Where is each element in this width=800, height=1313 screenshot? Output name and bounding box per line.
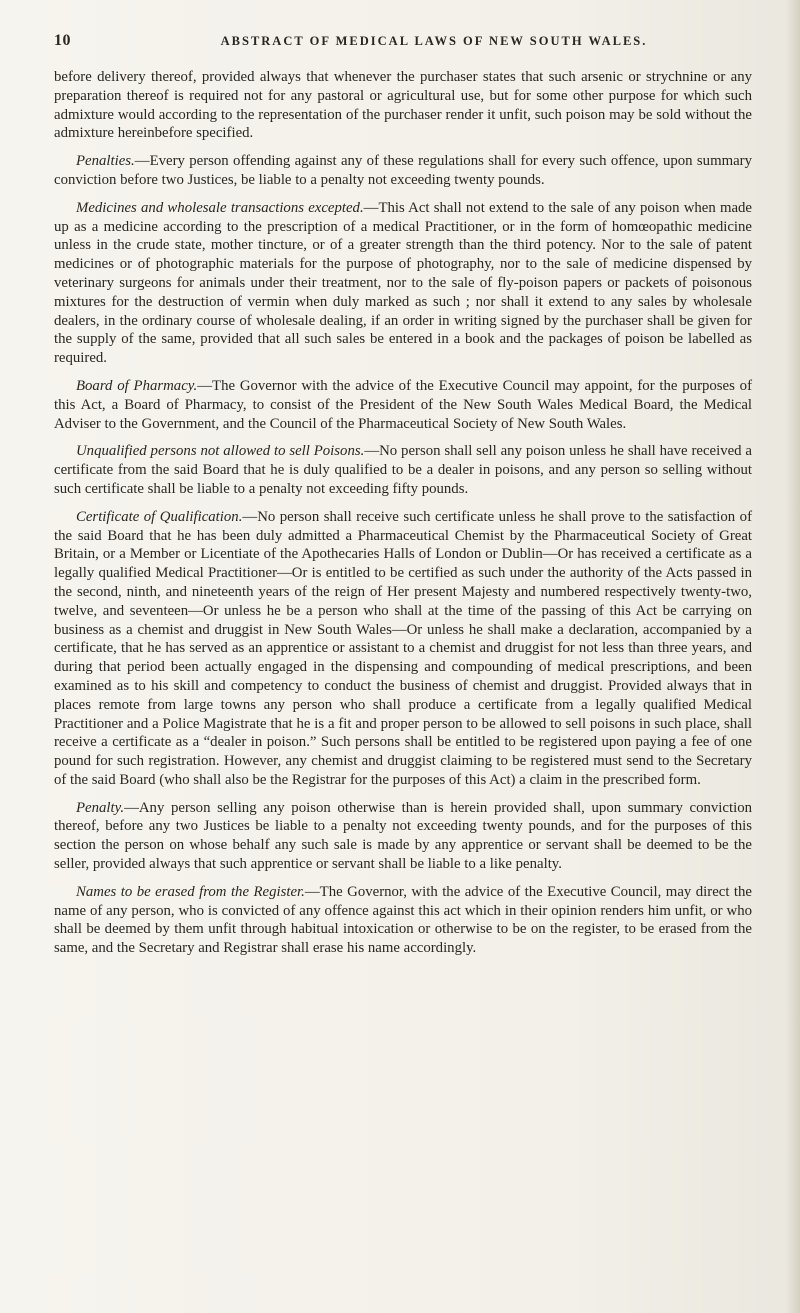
paragraph-text: —The Governor, with the advice of the Executive Council, may direct the name of any person, who is convicted of any offence against this act which in their opinion renders him unfit, or who shall be deemed by them unfit through habitual intoxication or otherwise to be on the register, to be erased from the same, and the Secretary and Registrar shall erase his name accordingly. bbox=[54, 883, 752, 957]
section-heading: Penalty. bbox=[76, 799, 125, 816]
page-edge-shadow bbox=[786, 0, 800, 1313]
section-penalty bbox=[54, 799, 752, 874]
page-number: 10 bbox=[54, 32, 71, 49]
page-header bbox=[54, 32, 754, 56]
body-text bbox=[54, 68, 752, 967]
section-heading: Unqualified persons not allowed to sell Poisons. bbox=[76, 443, 365, 460]
paragraph-text: —This Act shall not extend to the sale of any poison when made up as a medicine according to the prescription of a medical Practitioner, or in the form of homœopathic medicine unless in the crude state, mother tincture, or of a greater strength than the third potency. Nor to the sale of patent medicines or of photographic materials for the purpose of photography, nor to the sale of medicine dispensed by veterinary surgeons for animals under their treatment, nor to the sale of fly-poison papers or packets of poisonous mixtures for the destruction of vermin when duly marked as such ; nor shall it extend to any sales by wholesale dealers, in the ordinary course of wholesale dealing, if an order in writing signed by the purchaser shall be given for the supply of the same, provided that all such sales be entered in a book and the packages of poison be labelled as required. bbox=[54, 199, 752, 367]
paragraph-text: before delivery thereof, provided always that whenever the purchaser states that such arsenic or strychnine or any preparation thereof is required not for any pastoral or agricultural use, but for some other purpose for which such admixture would according to the representation of the purchaser render it unfit, such poison may be sold without the admixture hereinbefore specified. bbox=[54, 69, 752, 142]
running-title: ABSTRACT OF MEDICAL LAWS OF NEW SOUTH WALES. bbox=[220, 34, 648, 48]
paragraph-text: —Every person offending against any of these regulations shall for every such offence, upon summary conviction before two Justices, be liable to a penalty not exceeding twenty pounds. bbox=[54, 153, 752, 188]
section-certificate-of-qualification bbox=[54, 508, 752, 790]
section-heading: Board of Pharmacy. bbox=[76, 377, 198, 394]
paragraph-text: —The Governor with the advice of the Executive Council may appoint, for the purposes of this Act, a Board of Pharmacy, to consist of the President of the New South Wales Medical Board, the Medical Adviser to the Government, and the Council of the Pharmaceutical Society of New South Wales. bbox=[54, 377, 753, 432]
section-heading: Names to be erased from the Register. bbox=[76, 883, 305, 900]
section-penalties bbox=[54, 152, 752, 190]
section-medicines-excepted bbox=[54, 199, 752, 368]
paragraph-text: —Any person selling any poison otherwise than is herein provided shall, upon summary conviction thereof, before any two Justices be liable to a penalty not exceeding twenty pounds, and for the purposes of this section the person on whose behalf any such sale is made by any apprentice or servant shall be deemed to be the seller, provided always that such apprentice or servant shall be liable to a like penalty. bbox=[54, 799, 752, 873]
paragraph-text: —No person shall receive such certificate unless he shall prove to the satisfaction of the said Board that he has been duly admitted a Pharmaceutical Chemist by the Pharmaceutical Society of Great Britain, or a Member or Licentiate of the Apothecaries Halls of London or Dublin—Or has received a certificate as a legally qualified Medical Practitioner—Or is entitled to be certified as such under the authority of the Acts passed in the second, ninth, and nineteenth years of the reign of Her present Majesty and numbered respectively twenty-two, twelve, and seventeen—Or unless he be a person who shall at the time of the passing of this Act be carrying on business as a chemist and druggist in New South Wales—Or unless he shall make a declaration, accompanied by a certificate, that he has served as an apprentice or assistant to a chemist and druggist for not less than three years, and during that period been actually engaged in the dispensing and compounding of medical prescriptions, and been examined as to his skill and competency to conduct the business of chemist and druggist. Provided always that in places remote from large towns any person who shall produce a certificate from a legally qualified Medical Practitioner and a Police Magistrate that he is a fit and proper person to be allowed to sell poisons in such place, shall receive a certificate as a “dealer in poison.” Such persons shall be entitled to be registered upon paying a fee of one pound for such registration. However, any chemist and druggist claiming to be registered must send to the Secretary of the said Board (who shall also be the Registrar for the purposes of this Act) a claim in the prescribed form. bbox=[54, 508, 752, 788]
section-board-of-pharmacy bbox=[54, 377, 752, 433]
section-heading: Medicines and wholesale transactions excepted. bbox=[76, 199, 364, 216]
section-unqualified-persons bbox=[54, 442, 752, 498]
paragraph-text: —No person shall sell any poison unless he shall have received a certificate from the said Board that he is duly qualified to be a dealer in poisons, and any person so selling without such certificate shall be liable to a penalty not exceeding fifty pounds. bbox=[54, 443, 752, 497]
section-names-erased bbox=[54, 883, 752, 958]
section-heading: Penalties. bbox=[76, 153, 135, 170]
section-heading: Certificate of Qualification. bbox=[76, 508, 243, 525]
paragraph-continuation bbox=[54, 68, 752, 143]
